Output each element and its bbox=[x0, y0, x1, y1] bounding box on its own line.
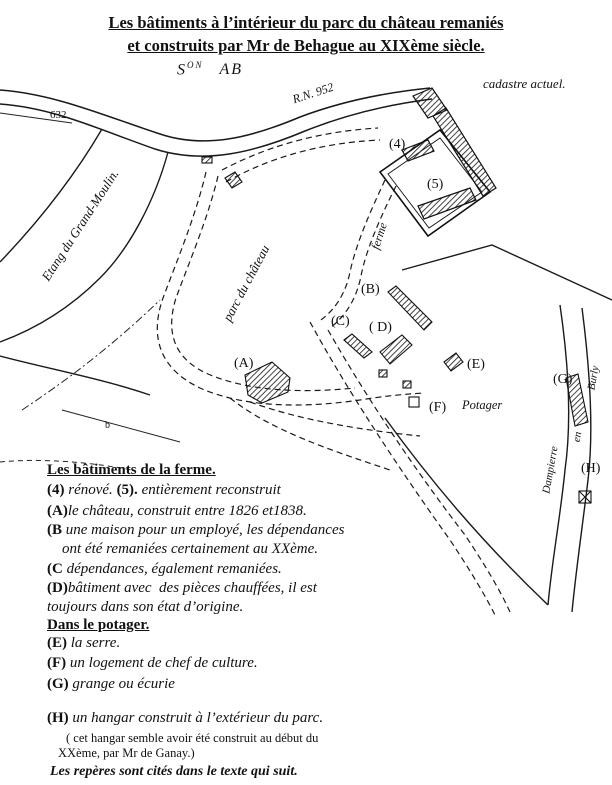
marker-4: (4) bbox=[389, 137, 406, 152]
legend-note-h-2: XXème, par Mr de Ganay.) bbox=[58, 746, 195, 760]
legend-key-f: (F) bbox=[47, 655, 67, 671]
side-road-en: en bbox=[570, 430, 585, 444]
legend-text-c: dépendances, également remaniées. bbox=[66, 561, 282, 577]
marker-e: (E) bbox=[467, 357, 485, 372]
pond-boundaries bbox=[0, 129, 168, 395]
legend-key-h: (H) bbox=[47, 710, 69, 726]
legend-line-d bbox=[47, 579, 317, 597]
marker-g: (G) bbox=[553, 372, 573, 387]
farm-label: ferme bbox=[368, 220, 390, 252]
marker-a: (A) bbox=[234, 356, 254, 371]
legend-line-c bbox=[47, 560, 282, 578]
building-d bbox=[380, 335, 412, 364]
section-label bbox=[177, 61, 243, 78]
marker-5: (5) bbox=[427, 177, 444, 192]
legend-text-d: bâtiment avec des pièces chauffées, il est bbox=[67, 580, 317, 596]
building-f bbox=[409, 397, 419, 407]
marker-d: ( D) bbox=[369, 320, 392, 335]
small-mark: b bbox=[105, 420, 110, 431]
building-5 bbox=[418, 188, 476, 219]
legend-garden-heading: Dans le potager. bbox=[47, 617, 150, 633]
legend-key-a: (A) bbox=[47, 503, 68, 519]
legend-line-g bbox=[47, 675, 175, 693]
title-line-1: Les bâtiments à l’intérieur du parc du château remaniés bbox=[108, 13, 504, 32]
legend-line-h bbox=[47, 709, 323, 727]
legend-key-4: (4) bbox=[47, 482, 65, 498]
marker-f: (F) bbox=[429, 400, 447, 415]
legend-note-h-1: ( cet hangar semble avoir été construit au début du bbox=[66, 731, 319, 745]
legend-line-4-5 bbox=[47, 481, 281, 499]
farm-complex bbox=[380, 88, 496, 236]
section-superscript: ON bbox=[187, 60, 204, 70]
small-shed-1 bbox=[379, 370, 387, 377]
legend-text-g: grange ou écurie bbox=[72, 676, 175, 692]
section-code: AB bbox=[219, 61, 244, 79]
legend-line-a bbox=[47, 502, 307, 520]
marker-b: (B) bbox=[361, 282, 380, 297]
legend-line-f bbox=[47, 654, 258, 672]
estate-walls bbox=[385, 245, 612, 612]
small-building-road bbox=[202, 157, 212, 163]
dash-dot-boundary bbox=[22, 300, 160, 410]
legend-key-g: (G) bbox=[47, 676, 69, 692]
side-road-area: Burly bbox=[585, 364, 602, 391]
legend-line-d-continued: toujours dans son état d’origine. bbox=[47, 599, 244, 615]
legend-key-b: (B bbox=[47, 522, 62, 538]
legend-line-b bbox=[47, 521, 344, 539]
small-shed-2 bbox=[403, 381, 411, 388]
legend-text-a: le château, construit entre 1826 et1838. bbox=[67, 503, 307, 519]
legend-line-b-continued: ont été remaniées certainement au XXème. bbox=[62, 541, 319, 557]
legend-key-d: (D) bbox=[47, 580, 68, 596]
pond-label: Etang du Grand-Moulin. bbox=[38, 166, 122, 284]
page-title bbox=[0, 11, 612, 57]
side-road-town: Dampierre bbox=[540, 445, 561, 495]
legend-text-e: la serre. bbox=[70, 635, 121, 651]
building-e bbox=[444, 353, 463, 371]
cadastre-note: cadastre actuel. bbox=[483, 76, 566, 91]
legend-text-5: entièrement reconstruit bbox=[141, 482, 281, 498]
legend-footer: Les repères sont cités dans le texte qui suit. bbox=[50, 764, 298, 779]
legend-text-4: rénové. bbox=[68, 482, 113, 498]
title-line-2: et construits par Mr de Behague au XIXème siècle. bbox=[127, 36, 485, 55]
parcel-number: 632 bbox=[50, 109, 67, 121]
park-buildings bbox=[202, 157, 588, 426]
legend-key-5: (5). bbox=[116, 482, 138, 498]
legend-text-b: une maison pour un employé, les dépendances bbox=[65, 522, 345, 538]
section-letter: S bbox=[177, 61, 187, 79]
marker-h: (H) bbox=[581, 461, 601, 476]
legend-line-e bbox=[47, 634, 120, 652]
legend-key-c: (C bbox=[47, 561, 63, 577]
building-c bbox=[344, 334, 372, 358]
legend-farm-heading: Les bâtiments de la ferme. bbox=[47, 462, 216, 478]
building-4 bbox=[402, 140, 434, 161]
lower-left-line bbox=[62, 410, 180, 442]
marker-c: (C) bbox=[331, 314, 350, 329]
park-label: parc du château bbox=[219, 242, 273, 324]
legend-key-e: (E) bbox=[47, 635, 67, 651]
road-label: R.N. 952 bbox=[290, 79, 336, 107]
legend-text-h: un hangar construit à l’extérieur du parc. bbox=[72, 710, 324, 726]
garden-label: Potager bbox=[462, 398, 503, 412]
legend-text-f: un logement de chef de culture. bbox=[69, 655, 258, 671]
building-b bbox=[388, 286, 432, 330]
